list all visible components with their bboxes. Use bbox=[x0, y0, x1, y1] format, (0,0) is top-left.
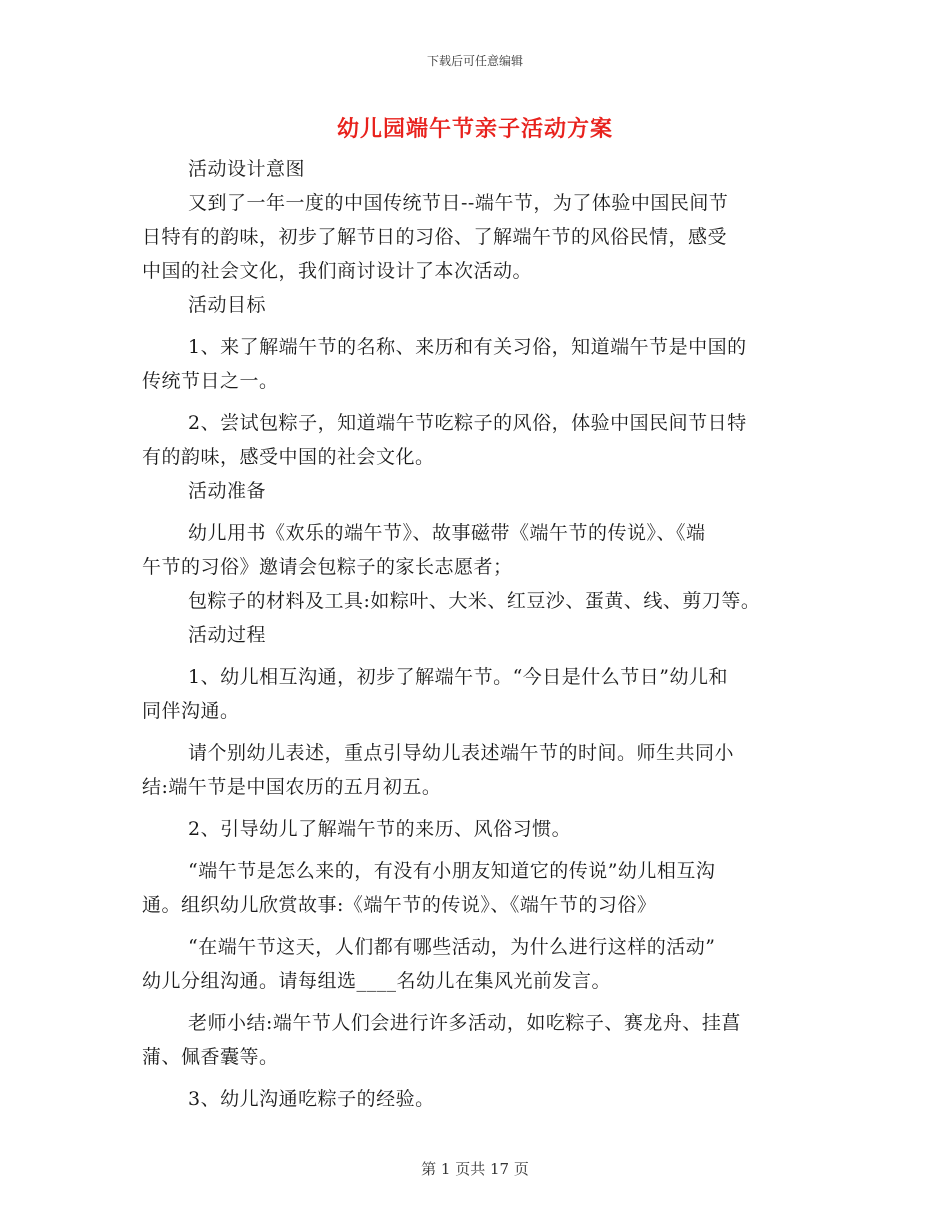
paragraph-line: 通。组织幼儿欣赏故事:《端午节的传说》、《端午节的习俗》 bbox=[142, 894, 657, 916]
paragraph-line: 包粽子的材料及工具:如粽叶、大米、红豆沙、蛋黄、线、剪刀等。 bbox=[188, 590, 761, 612]
section-heading: 活动准备 bbox=[188, 480, 267, 502]
document-title: 幼儿园端午节亲子活动方案 bbox=[336, 116, 613, 142]
section-heading: 活动设计意图 bbox=[188, 158, 306, 180]
paragraph-line: 结:端午节是中国农历的五月初五。 bbox=[142, 776, 442, 798]
paragraph-line: 午节的习俗》邀请会包粽子的家长志愿者； bbox=[142, 556, 513, 578]
paragraph-line: 日特有的韵味，初步了解节日的习俗、了解端午节的风俗民情，感受 bbox=[142, 226, 728, 248]
paragraph-line: 1、幼儿相互沟通，初步了解端午节。“今日是什么节日”幼儿和 bbox=[188, 666, 729, 688]
paragraph-line: 蒲、佩香囊等。 bbox=[142, 1046, 279, 1068]
paragraph-line: 1、来了解端午节的名称、来历和有关习俗，知道端午节是中国的 bbox=[188, 336, 747, 358]
paragraph-line: 传统节日之一。 bbox=[142, 370, 279, 392]
paragraph-line: 2、尝试包粽子，知道端午节吃粽子的风俗，体验中国民间节日特 bbox=[188, 412, 747, 434]
paragraph-line: 2、引导幼儿了解端午节的来历、风俗习惯。 bbox=[188, 818, 572, 840]
paragraph-line: 同伴沟通。 bbox=[142, 700, 240, 722]
paragraph-line: “端午节是怎么来的，有没有小朋友知道它的传说”幼儿相互沟 bbox=[188, 860, 716, 882]
paragraph-line: 有的韵味，感受中国的社会文化。 bbox=[142, 446, 435, 468]
paragraph-line: 幼儿分组沟通。请每组选____名幼儿在集风光前发言。 bbox=[142, 970, 612, 992]
section-heading: 活动过程 bbox=[188, 624, 267, 646]
paragraph-line: 请个别幼儿表述，重点引导幼儿表述端午节的时间。师生共同小 bbox=[188, 742, 735, 764]
paragraph-line: 又到了一年一度的中国传统节日--端午节，为了体验中国民间节 bbox=[188, 192, 729, 214]
paragraph-line: “在端午节这天，人们都有哪些活动，为什么进行这样的活动” bbox=[188, 936, 716, 958]
paragraph-line: 幼儿用书《欢乐的端午节》、故事磁带《端午节的传说》、《端 bbox=[188, 522, 706, 544]
document-body bbox=[142, 152, 842, 1116]
page-number: 第 1 页共 17 页 bbox=[421, 1160, 529, 1178]
paragraph-line: 老师小结:端午节人们会进行许多活动，如吃粽子、赛龙舟、挂菖 bbox=[188, 1012, 741, 1034]
header-note: 下载后可任意编辑 bbox=[426, 54, 523, 68]
paragraph-line: 中国的社会文化，我们商讨设计了本次活动。 bbox=[142, 260, 533, 282]
paragraph-line: 3、幼儿沟通吃粽子的经验。 bbox=[188, 1088, 435, 1110]
section-heading: 活动目标 bbox=[188, 294, 267, 316]
